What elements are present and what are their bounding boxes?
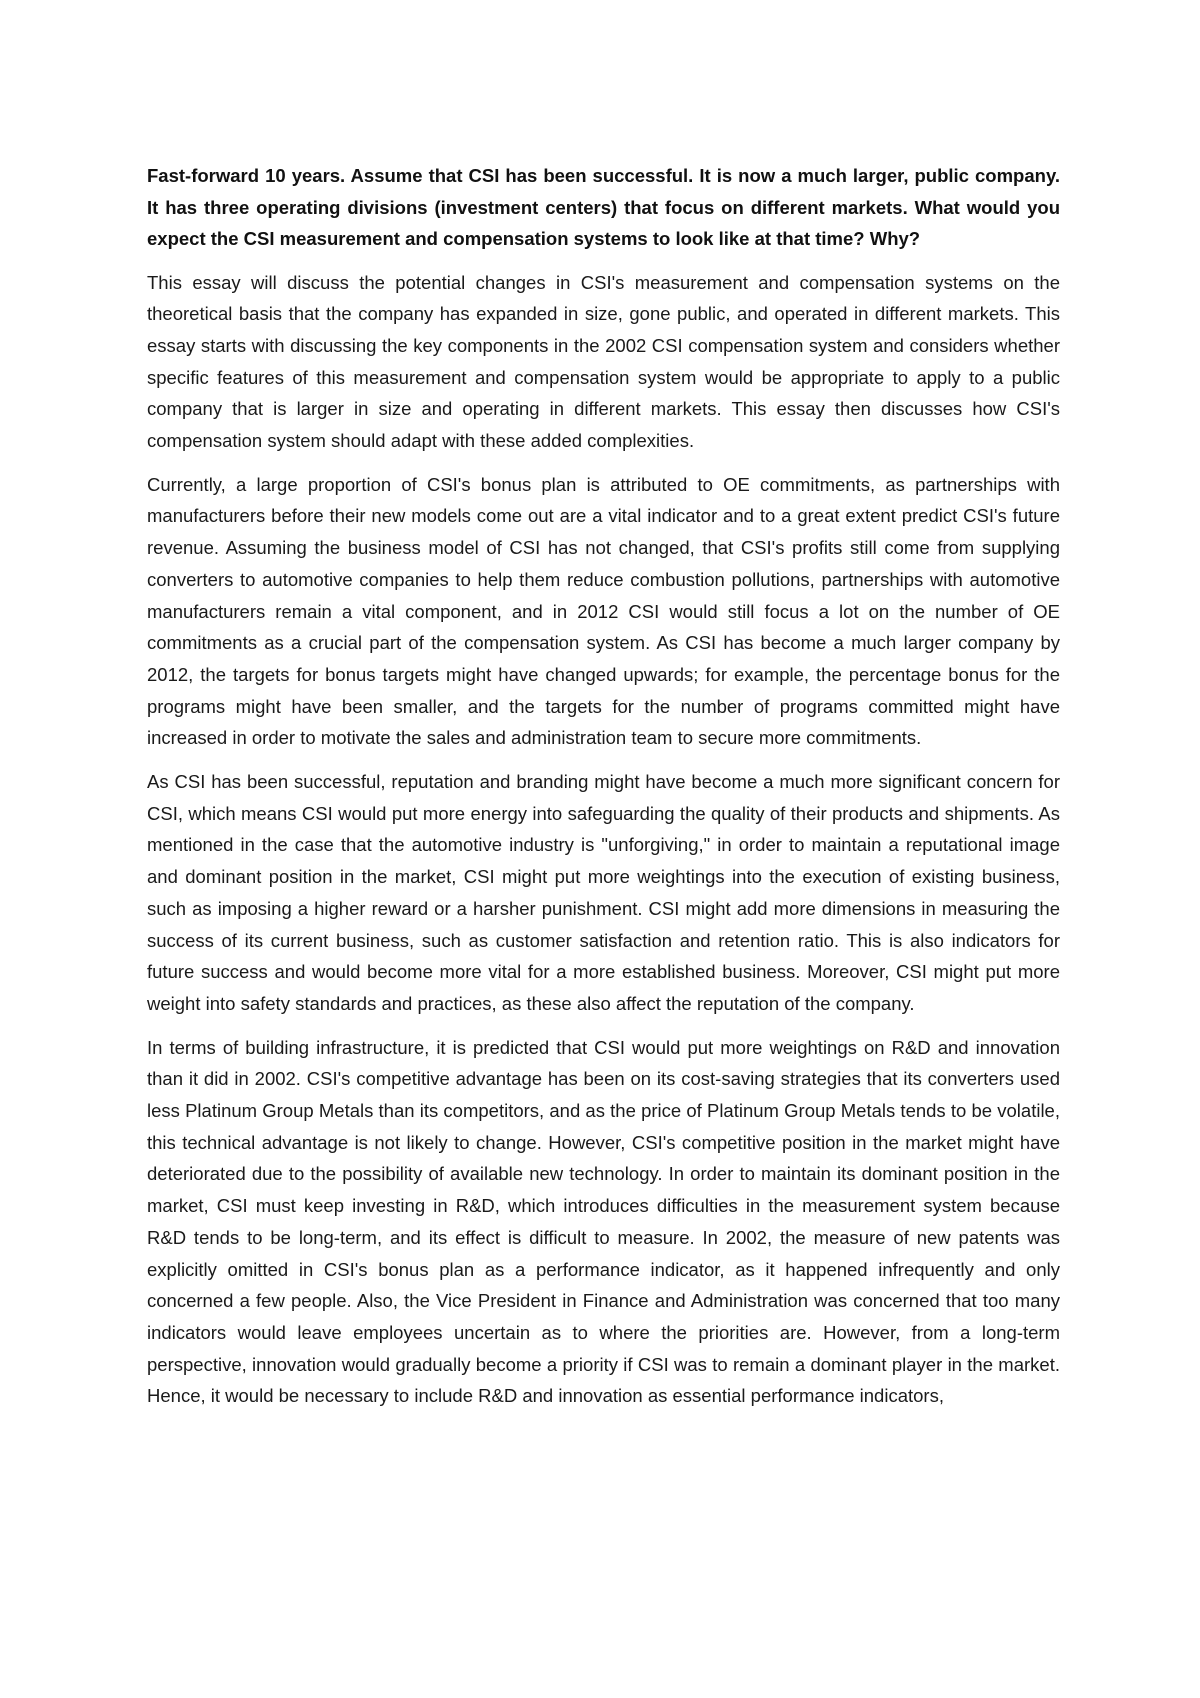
page-content — [147, 160, 1060, 1424]
paragraph-reputation: As CSI has been successful, reputation and branding might have become a much more significant concern for CSI, which means CSI would put more energy into safeguarding the quality of their products and shipments. As mentioned in the case that the automotive industry is "unforgiving," in order to maintain a reputational image and dominant position in the market, CSI might put more weightings into the execution of existing business, such as imposing a higher reward or a harsher punishment. CSI might add more dimensions in measuring the success of its current business, such as customer satisfaction and retention ratio. This is also indicators for future success and would become more vital for a more established business. Moreover, CSI might put more weight into safety standards and practices, as these also affect the reputation of the company. — [147, 771, 1060, 1014]
paragraph-introduction: This essay will discuss the potential changes in CSI's measurement and compensation systems on the theoretical basis that the company has expanded in size, gone public, and operated in different markets. This essay starts with discussing the key components in the 2002 CSI compensation system and considers whether specific features of this measurement and compensation system would be appropriate to apply to a public company that is larger in size and operating in different markets. This essay then discusses how CSI's compensation system should adapt with these added complexities. — [147, 271, 1060, 452]
paragraph-infrastructure: In terms of building infrastructure, it is predicted that CSI would put more weightings on R&D and innovation than it did in 2002. CSI's competitive advantage has been on its cost-saving strategies that its converters used less Platinum Group Metals than its competitors, and as the price of Platinum Group Metals tends to be volatile, this technical advantage is not likely to change. However, CSI's competitive position in the market might have deteriorated due to the possibility of available new technology. In order to maintain its dominant position in the market, CSI must keep investing in R&D, which introduces difficulties in the measurement system because R&D tends to be long-term, and its effect is difficult to measure. In 2002, the measure of new patents was explicitly omitted in CSI's bonus plan as a performance indicator, as it happened infrequently and only concerned a few people. Also, the Vice President in Finance and Administration was concerned that too many indicators would leave employees uncertain as to where the priorities are. However, from a long-term perspective, innovation would gradually become a priority if CSI was to remain a dominant player in the market. Hence, it would be necessary to include R&D and innovation as essential performance indicators, — [147, 1036, 1060, 1407]
essay-question: Fast-forward 10 years. Assume that CSI has been successful. It is now a much larger, public company. It has three operating divisions (investment centers) that focus on different markets. What would you expect the CSI measurement and compensation systems to look like at that time? Why? — [147, 165, 1060, 249]
paragraph-oe-commitments: Currently, a large proportion of CSI's bonus plan is attributed to OE commitments, as partnerships with manufacturers before their new models come out are a vital indicator and to a great extent predict CSI's future revenue. Assuming the business model of CSI has not changed, that CSI's profits still come from supplying converters to automotive companies to help them reduce combustion pollutions, partnerships with automotive manufacturers remain a vital component, and in 2012 CSI would still focus a lot on the number of OE commitments as a crucial part of the compensation system. As CSI has become a much larger company by 2012, the targets for bonus targets might have changed upwards; for example, the percentage bonus for the programs might have been smaller, and the targets for the number of programs committed might have increased in order to motivate the sales and administration team to secure more commitments. — [147, 473, 1060, 749]
